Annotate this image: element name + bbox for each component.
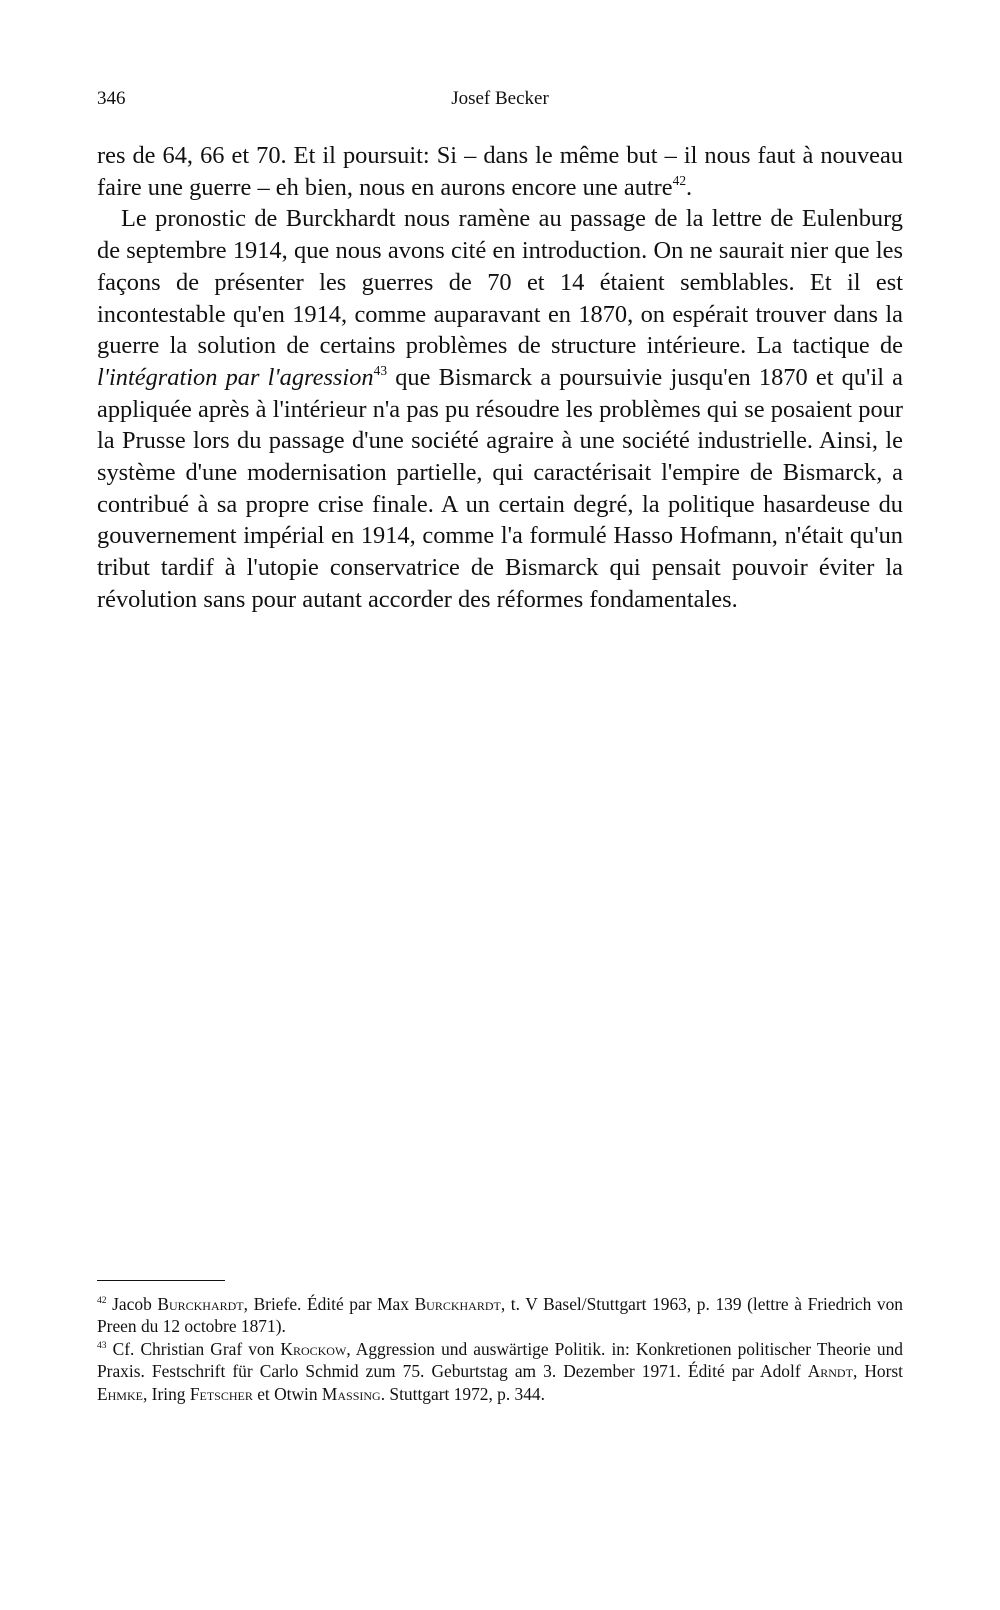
page-number: 346 [97,88,126,109]
footnote-43-editor-1: Arndt [807,1361,853,1382]
paragraph-1-text: res de 64, 66 et 70. Et il poursuit: Si – dans le même but – il nous faut à nouveau faire une guerre – eh bien, nous en aurons encore une autre [97,142,903,201]
footnote-43-editor-4: Massing [321,1383,381,1404]
footnote-marker-43: 43 [97,1339,107,1351]
footnote-43-text-f: . Stuttgart 1972, p. 344. [380,1383,545,1404]
footnote-42-author: Burckhardt [157,1294,244,1314]
footnotes [97,1293,903,1405]
footnote-ref-43: 43 [373,362,388,378]
paragraph-2-text-start: Le pronostic de Burckhardt nous ramène au passage de la lettre de Eulenburg de septembre 1914, que nous avons cité en introduction. On ne saurait nier que les façons de présenter les guerres de 70 et 14 étaient semblables. Et il est incontestable qu'en 1914, comme auparavant en 1870, on espérait trouver dans la guerre la solution de certains problèmes de structure intérieure. La tactique de [97,205,903,360]
footnote-ref-42: 42 [672,172,687,188]
footnote-43-text-b: , Aggression und auswärtige Politik. in: Konkretionen politischer Theorie und Praxis. Festschrift für Carlo Schmid zum 75. Geburtstag am 3. Dezember 1971. Édité par Adolf [97,1338,904,1382]
footnote-marker-42: 42 [97,1294,107,1306]
footnote-43-editor-2: Ehmke [97,1383,143,1404]
footnote-43-text-e: et Otwin [252,1383,322,1404]
footnote-43-editor-3: Fetscher [189,1383,253,1404]
footnote-42-text-c: , t. V Basel/Stuttgart 1963, p. 139 (lettre à Friedrich von Preen du 12 octobre 1871). [97,1294,904,1337]
footnote-42-text-a: Jacob [106,1294,158,1314]
footnote-divider [97,1280,225,1281]
footnote-42-editor: Burckhardt [414,1294,501,1314]
paragraph-2 [97,203,903,615]
paragraph-2-text-end: que Bismarck a poursuivie jusqu'en 1870 et qu'il a appliquée après à l'intérieur n'a pas pu résoudre les problèmes qui se posaient pour la Prusse lors du passage d'une société agraire à une société industrielle. Ainsi, le système d'une modernisation partielle, qui caractérisait l'empire de Bismarck, a contribué à sa propre crise finale. A un certain degré, la politique hasardeuse du gouvernement impérial en 1914, comme l'a formulé Hasso Hofmann, n'était qu'un tribut tardif à l'utopie conservatrice de Bismarck qui pensait pouvoir éviter la révolution sans pour autant accorder des réformes fondamentales. [97,363,904,613]
footnote-43-author: Krockow [280,1338,347,1359]
footnote-43-text-d: , Iring [142,1383,190,1404]
footnote-43-text-a: Cf. Christian Graf von [106,1338,281,1359]
footnote-42 [97,1293,903,1338]
footnote-43-text-c: , Horst [852,1361,903,1382]
italic-phrase: l'intégration par l'agression [97,363,374,391]
paragraph-1-end: . [686,173,693,201]
paragraph-1 [97,140,903,203]
footnote-42-text-b: , Briefe. Édité par Max [243,1294,415,1314]
running-head: Josef Becker [451,88,549,109]
footnote-43 [97,1338,903,1405]
page-header [97,88,903,118]
body-text [97,140,903,616]
